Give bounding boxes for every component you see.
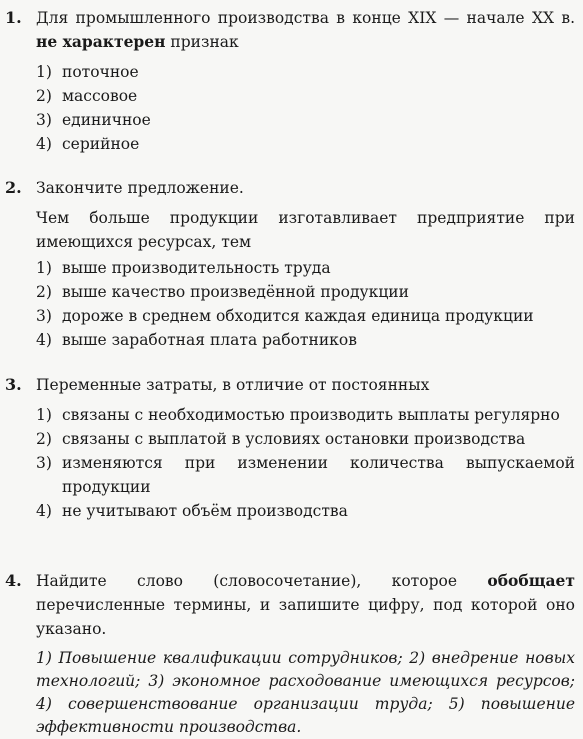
option[interactable]: 4) выше заработная плата работников xyxy=(36,331,357,349)
option[interactable]: 1) поточное xyxy=(36,63,139,81)
question-number: 2. xyxy=(5,178,22,197)
question-number: 4. xyxy=(5,571,22,590)
option[interactable]: 4) не учитывают объём производства xyxy=(36,502,348,520)
options-list xyxy=(36,60,575,156)
option[interactable]: 3) изменяются при изменении количества выпускаемой продукции xyxy=(36,454,575,496)
options-list xyxy=(36,403,575,523)
options-list xyxy=(36,256,575,352)
option[interactable]: 3) дороже в среднем обходится каждая единица продукции xyxy=(36,307,534,325)
question-stem: Для промышленного производства в конце XIX — начале XX в. не характерен признак xyxy=(36,9,575,51)
question-stem: Переменные затраты, в отличие от постоянных xyxy=(36,376,430,394)
question-3 xyxy=(0,373,583,523)
terms-list: 1) Повышение квалификации сотрудников; 2) внедрение новых технологий; 3) экономное расходование имеющихся ресурсов; 4) совершенствование организации труда; 5) повышение эффективности производства. xyxy=(36,649,575,736)
question-2 xyxy=(0,176,583,352)
option[interactable]: 1) выше производительность труда xyxy=(36,259,331,277)
emphasis: обобщает xyxy=(487,571,575,590)
question-stem: Закончите предложение. xyxy=(36,179,244,197)
option[interactable]: 1) связаны с необходимостью производить выплаты регулярно xyxy=(36,406,560,424)
option[interactable]: 3) единичное xyxy=(36,111,151,129)
question-subtext: Чем больше продукции изготавливает предприятие при имеющихся ресурсах, тем xyxy=(36,209,575,251)
option[interactable]: 4) серийное xyxy=(36,135,140,153)
option[interactable]: 2) массовое xyxy=(36,87,138,105)
question-number: 3. xyxy=(5,375,22,394)
question-stem: Найдите слово (словосочетание), которое обобщает перечисленные термины, и запишите цифру, под которой оно указано. xyxy=(36,571,575,638)
question-4 xyxy=(0,569,583,739)
option[interactable]: 2) связаны с выплатой в условиях остановки производства xyxy=(36,430,526,448)
question-1 xyxy=(0,6,583,156)
emphasis: не характерен xyxy=(36,32,166,51)
option[interactable]: 2) выше качество произведённой продукции xyxy=(36,283,409,301)
question-number: 1. xyxy=(5,8,22,27)
